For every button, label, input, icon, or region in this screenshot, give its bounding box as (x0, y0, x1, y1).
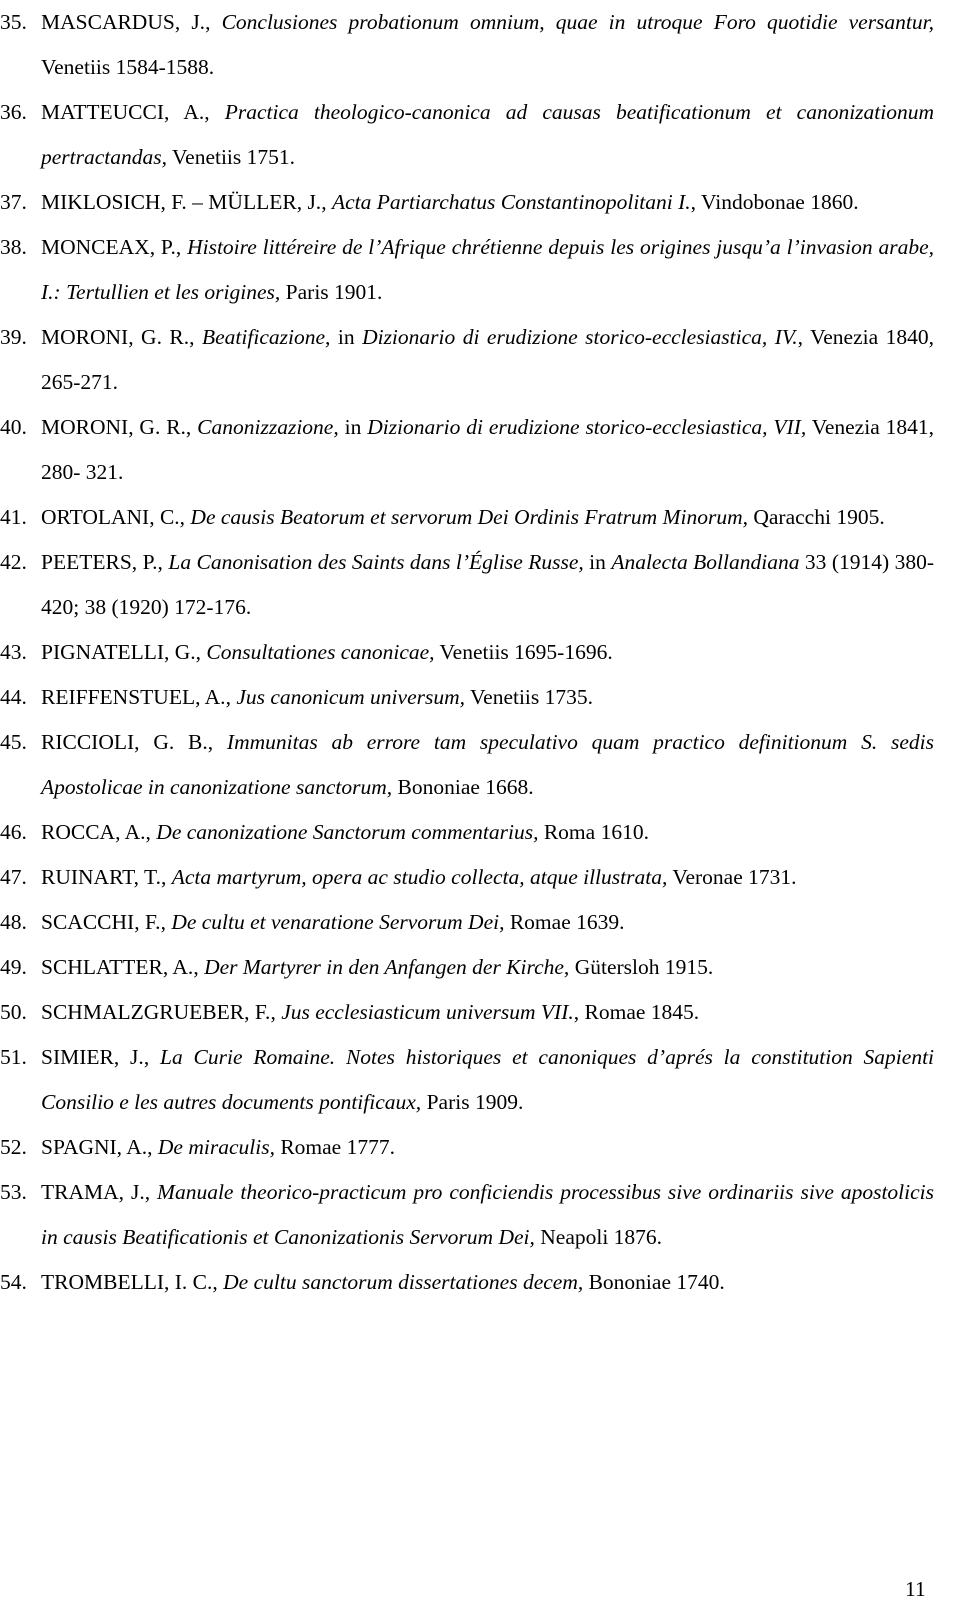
entry-number: 36. (0, 100, 27, 124)
entry-number: 51. (0, 1045, 27, 1069)
entry-number: 52. (0, 1135, 27, 1159)
entry-number: 39. (0, 325, 27, 349)
entry-text: SCACCHI, F. (41, 910, 161, 934)
entry-title-text: Jus canonicum universum, (236, 685, 466, 709)
entry-text: , (179, 505, 191, 529)
entry-title-text: La Canonisation des Saints dans l’Église Russe, (168, 550, 584, 574)
entry-text: ORTOLANI, C. (41, 505, 180, 529)
entry-text: , Venezia 1840, 265-271. (41, 325, 934, 394)
entry-number: 44. (0, 685, 27, 709)
entry-text: PIGNATELLI, G. (41, 640, 196, 664)
entry-title-text: Beatificazione, (202, 325, 331, 349)
bibliography-entry (0, 315, 934, 405)
bibliography-entry (0, 0, 934, 90)
entry-text: Roma 1610. (538, 820, 649, 844)
entry-text: , Vindobonae 1860. (690, 190, 859, 214)
entry-text: REIFFENSTUEL, A. (41, 685, 226, 709)
entry-number: 53. (0, 1180, 27, 1204)
entry-text: TROMBELLI, I. C. (41, 1270, 213, 1294)
entry-text: SCHLATTER, A. (41, 955, 194, 979)
entry-text: SPAGNI, A. (41, 1135, 148, 1159)
entry-number: 46. (0, 820, 27, 844)
entry-number: 42. (0, 550, 27, 574)
entry-text: ROCCA, A. (41, 820, 146, 844)
entry-text: , (321, 190, 332, 214)
bibliography-entry (0, 1260, 934, 1305)
entry-text: , (193, 955, 205, 979)
bibliography-entry (0, 90, 934, 180)
entry-title-text: Acta martyrum, opera ac studio collecta, atque illustrata, (171, 865, 668, 889)
entry-text: Paris 1909. (421, 1090, 524, 1114)
entry-text: , (185, 415, 198, 439)
entry-text: SIMIER, J. (41, 1045, 144, 1069)
entry-text: MONCEAX, P. (41, 235, 176, 259)
bibliography-entry (0, 810, 934, 855)
entry-text: PEETERS, P. (41, 550, 158, 574)
entry-title-text: Dizionario di erudizione storico-ecclesiastica, VII, (367, 415, 807, 439)
entry-text: Romae 1639. (504, 910, 625, 934)
bibliography-entry (0, 405, 934, 495)
entry-text: in (338, 415, 368, 439)
entry-text: , (160, 865, 172, 889)
entry-text: MORONI, G. R. (41, 415, 186, 439)
entry-number: 47. (0, 865, 27, 889)
entry-number: 35. (0, 10, 27, 34)
entry-text: Paris 1901. (280, 280, 383, 304)
bibliography-entry (0, 900, 934, 945)
bibliography-entry (0, 945, 934, 990)
entry-text: , (204, 100, 225, 124)
entry-text: Venetiis 1735. (465, 685, 594, 709)
entry-text: Venezia 1841, 280- 321. (41, 415, 934, 484)
entry-text: , Romae 1845. (573, 1000, 700, 1024)
entry-text: , (160, 910, 172, 934)
bibliography-entry (0, 225, 934, 315)
entry-text: , (207, 730, 227, 754)
bibliography-entry (0, 1125, 934, 1170)
entry-text: RICCIOLI, G. B. (41, 730, 208, 754)
entry-title-text: De cultu et venaratione Servorum Dei, (171, 910, 505, 934)
entry-text: Veronae 1731. (667, 865, 797, 889)
entry-text: , (212, 1270, 224, 1294)
bibliography-entry (0, 1170, 934, 1260)
entry-text: Bononiae 1740. (583, 1270, 725, 1294)
entry-text: in (330, 325, 363, 349)
entry-number: 43. (0, 640, 27, 664)
bibliography-entry (0, 855, 934, 900)
entry-text: TRAMA, J. (41, 1180, 145, 1204)
entry-title-text: Acta Partiarchatus Constantinopolitani I. (331, 190, 691, 214)
entry-number: 38. (0, 235, 27, 259)
entry-text: , (157, 550, 169, 574)
entry-title-text: Histoire littéreire de l’Afrique chrétienne depuis les origines jusqu’a l’invasion arabe, I.: Tertullien et les origines, (41, 235, 934, 304)
entry-title-text: Manuale theorico-practicum pro conficiendis processibus sive ordinariis sive apostolicis in causis Beatificationis et Canonizationis Servorum Dei, (41, 1180, 935, 1249)
entry-number: 41. (0, 505, 27, 529)
entry-text: , (147, 1135, 158, 1159)
entry-text: , (189, 325, 202, 349)
entry-text: MORONI, G. R. (41, 325, 190, 349)
entry-title-text: Jus ecclesiasticum universum VII. (281, 1000, 574, 1024)
entry-text: MASCARDUS, J. (41, 10, 206, 34)
entry-number: 45. (0, 730, 27, 754)
entry-text: in (583, 550, 612, 574)
bibliography-entry (0, 720, 934, 810)
entry-text: SCHMALZGRUEBER, F. (41, 1000, 271, 1024)
entry-text: , (225, 685, 237, 709)
entry-title-text: De miraculis, (157, 1135, 275, 1159)
entry-text: , (143, 1045, 161, 1069)
entry-title-text: Immunitas ab errore tam speculativo quam practico definitionum S. sedis Apostolicae in canonizatione sanctorum, (41, 730, 935, 799)
bibliography-entry (0, 990, 934, 1035)
entry-title-text: Practica theologico-canonica ad causas beatificationum et canonizationum pertractandas, (41, 100, 935, 169)
entry-text: , (205, 10, 222, 34)
entry-number: 50. (0, 1000, 27, 1024)
bibliography-entry (0, 540, 934, 630)
entry-number: 37. (0, 190, 27, 214)
entry-text: Qaracchi 1905. (747, 505, 885, 529)
entry-title-text: De canonizatione Sanctorum commentarius, (156, 820, 539, 844)
bibliography-entry (0, 630, 934, 675)
entry-number: 49. (0, 955, 27, 979)
entry-text: Bononiae 1668. (392, 775, 534, 799)
entry-text: MATTEUCCI, A. (41, 100, 205, 124)
entry-title-text: Canonizzazione, (197, 415, 339, 439)
entry-text: MIKLOSICH, F. – MÜLLER, J. (41, 190, 322, 214)
entry-text: Gütersloh 1915. (569, 955, 714, 979)
entry-text: , (270, 1000, 282, 1024)
entry-title-text: Conclusiones probationum omnium, quae in utroque Foro quotidie versantur, (221, 10, 935, 34)
entry-text: , (195, 640, 207, 664)
entry-text: Neapoli 1876. (534, 1225, 663, 1249)
entry-text: Venetiis 1584-1588. (41, 55, 215, 79)
entry-text: 33 (1914) 380-420; 38 (1920) 172-176. (41, 550, 934, 619)
entry-text: RUINART, T. (41, 865, 161, 889)
entry-text: Romae 1777. (274, 1135, 395, 1159)
entry-title-text: De cultu sanctorum dissertationes decem, (223, 1270, 584, 1294)
bibliography-entry (0, 495, 934, 540)
bibliography-entry (0, 675, 934, 720)
entry-number: 48. (0, 910, 27, 934)
entry-text: , (144, 1180, 158, 1204)
entry-title-text: Dizionario di erudizione storico-ecclesiastica, IV. (362, 325, 798, 349)
entry-title-text: Analecta Bollandiana (611, 550, 800, 574)
entry-number: 54. (0, 1270, 27, 1294)
bibliography-entry (0, 1035, 934, 1125)
entry-number: 40. (0, 415, 27, 439)
entry-title-text: Der Martyrer in den Anfangen der Kirche, (204, 955, 570, 979)
entry-text: , (145, 820, 157, 844)
bibliography-entry (0, 180, 934, 225)
entry-text: Venetiis 1751. (167, 145, 296, 169)
page-number: 11 (905, 1577, 926, 1601)
entry-title-text: De causis Beatorum et servorum Dei Ordinis Fratrum Minorum, (190, 505, 748, 529)
entry-title-text: La Curie Romaine. Notes historiques et canoniques d’aprés la constitution Sapienti Consilio e les autres documents pontificaux, (41, 1045, 935, 1114)
entry-title-text: Consultationes canonicae, (206, 640, 435, 664)
entry-text: , (175, 235, 188, 259)
entry-text: Venetiis 1695-1696. (434, 640, 613, 664)
